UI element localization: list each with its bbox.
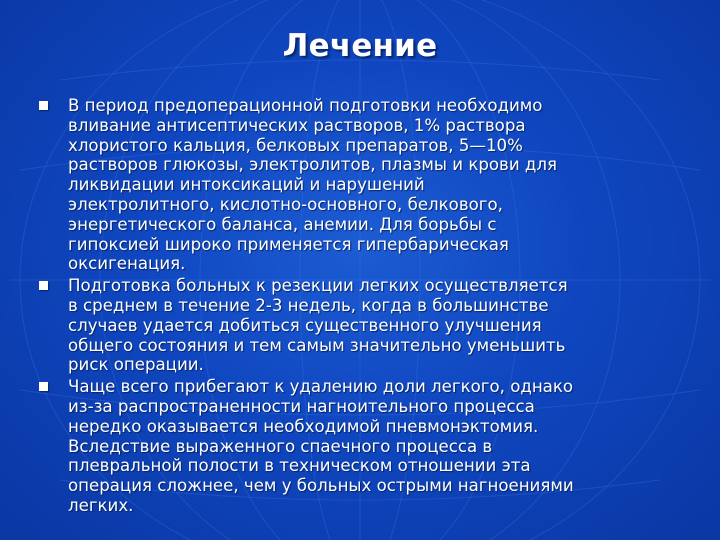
list-item-text: Чаще всего прибегают к удалению доли легкого, однако из-за распространенности нагноительного процесса нередко оказывается необходимой пневмонэктомия. Вследствие выраженного спаечного процесса в плевральной полости в техническом отношении эта операция сложнее, чем у больных острыми нагноениями легких. bbox=[68, 377, 574, 515]
list-item-text: В период предоперационной подготовки необходимо вливание антисептических растворов, 1% раствора хлористого кальция, белковых препаратов, 5—10% растворов глюкозы, электролитов, плазмы и крови для ликвидации интоксикаций и нарушений электролитного, кислотно-основного, белкового, энергетического баланса, анемии. Для борьбы с гипоксией широко применяется гипербарическая оксигенация. bbox=[68, 96, 557, 274]
list-item bbox=[36, 276, 688, 375]
square-bullet-icon bbox=[39, 382, 48, 391]
list-item bbox=[36, 96, 688, 274]
square-bullet-icon bbox=[39, 101, 48, 110]
square-bullet-icon bbox=[39, 281, 48, 290]
bullet-list bbox=[36, 96, 688, 518]
list-item bbox=[36, 377, 688, 516]
slide-title: Лечение bbox=[282, 28, 438, 64]
list-item-text: Подготовка больных к резекции легких осуществляется в среднем в течение 2-3 недель, когда в большинстве случаев удается добиться существенного улучшения общего состояния и тем самым значительно уменьшить риск операции. bbox=[68, 276, 568, 375]
